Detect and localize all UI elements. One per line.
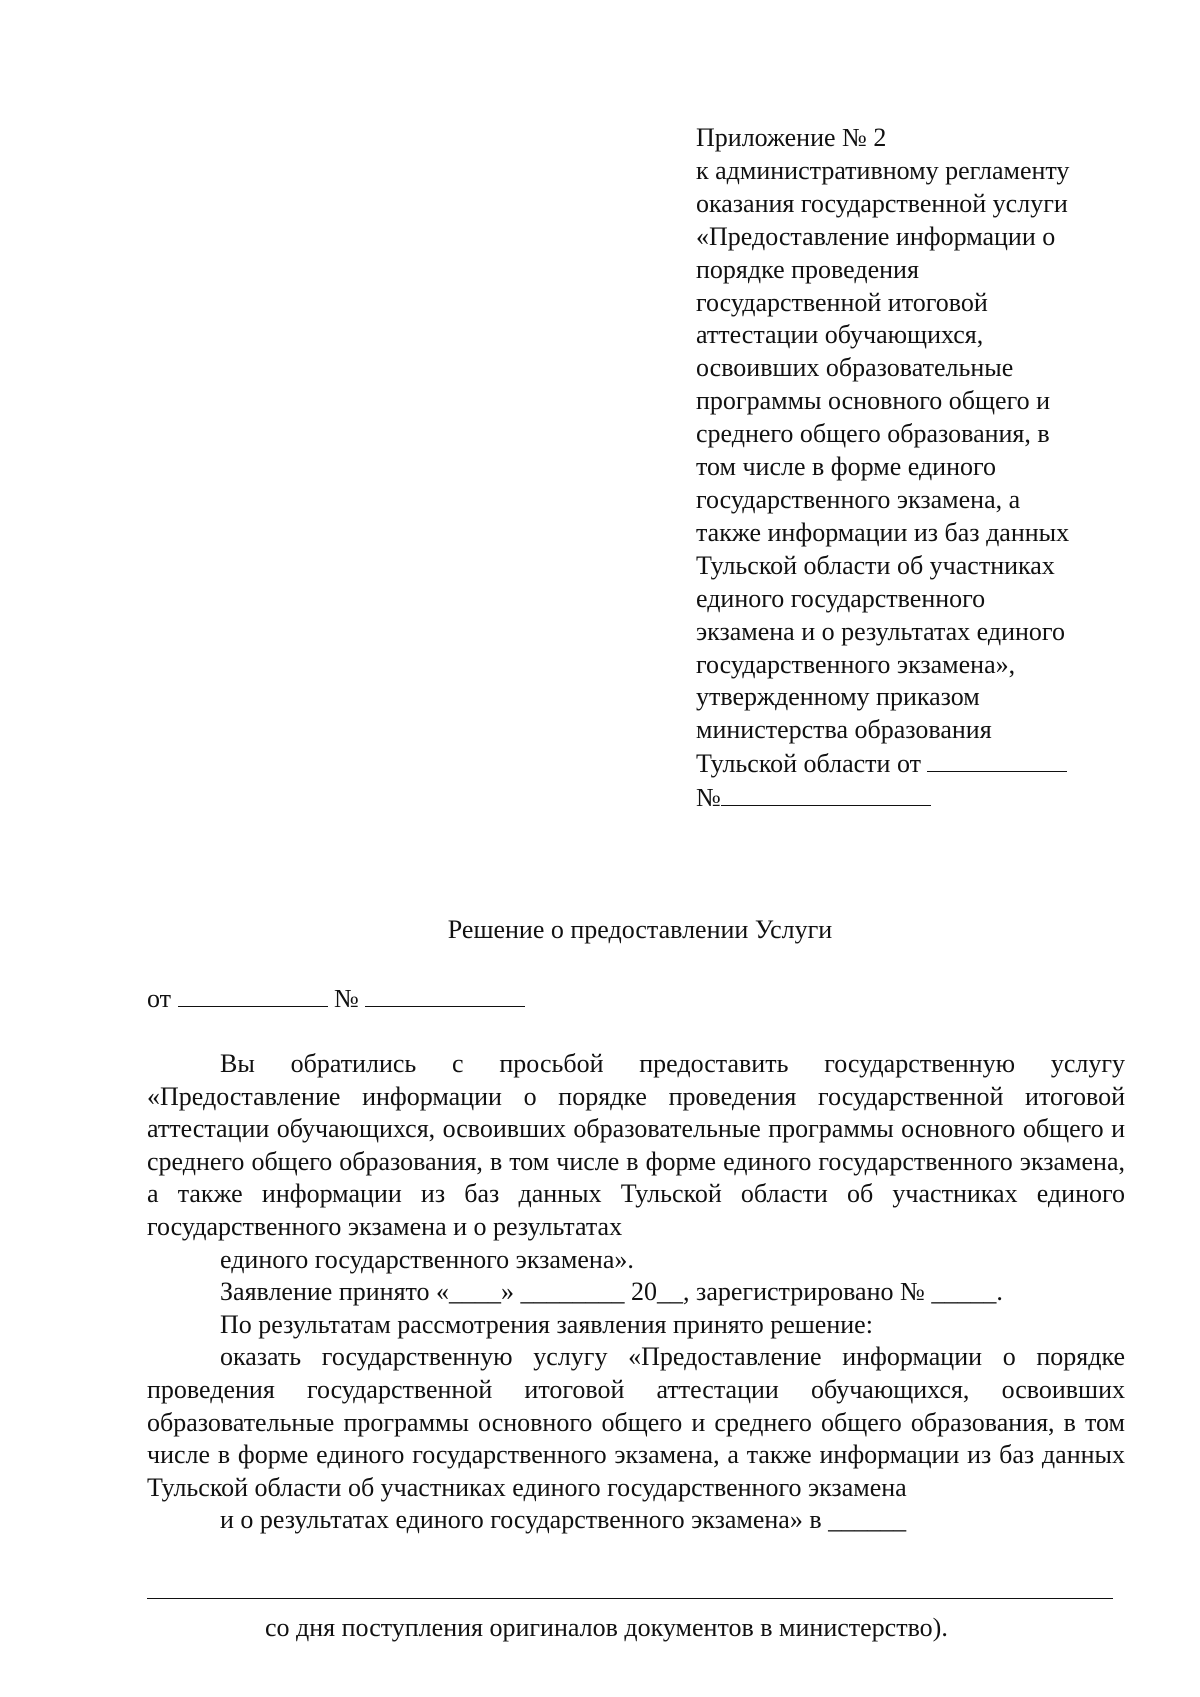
appendix-line: экзамена и о результатах единого (696, 616, 1065, 646)
appendix-line: аттестации обучающихся, (696, 320, 984, 350)
appendix-line: государственной итоговой (696, 287, 988, 317)
appendix-line: к административному регламенту (696, 155, 1070, 185)
order-number-label: № (696, 783, 721, 813)
intro-text-last: единого государственного экзамена». (220, 1244, 634, 1274)
decision-body (147, 1048, 1125, 1537)
order-number-line (696, 781, 1136, 815)
appendix-line: программы основного общего и (696, 386, 1051, 416)
decision-date-label: от (147, 984, 172, 1013)
intro-text: Вы обратились с просьбой предоставить государственную услугу «Предоставление информации о порядке проведения государственной итоговой аттестации обучающихся, освоивших образовательные программы основного общего и среднего общего образования, в том числе в форме единого государственного экзамена, а также информации из баз данных Тульской области об участниках единого государственного экзамена и о результатах (147, 1049, 1125, 1241)
appendix-line: среднего общего образования, в (696, 419, 1050, 449)
appendix-line: оказания государственной услуги (696, 188, 1068, 218)
provide-service-text: оказать государственную услугу «Предоставление информации о порядке проведения государственной итоговой аттестации обучающихся, освоивших образовательные программы основного общего и среднего общего образования, в том числе в форме единого государственного экзамена, а также информации из баз данных Тульской области об участниках единого государственного экзамена (147, 1342, 1125, 1502)
review-result-paragraph: По результатам рассмотрения заявления принято решение: (220, 1309, 873, 1339)
order-date-label: Тульской области от (696, 749, 921, 779)
decision-number-label: № (334, 984, 359, 1013)
order-date-line (696, 747, 1136, 781)
order-number-blank[interactable] (721, 781, 931, 806)
appendix-line: Приложение № 2 (696, 123, 887, 152)
appendix-line: государственного экзамена», (696, 649, 1016, 679)
appendix-header (696, 122, 1136, 815)
appendix-line: утвержденному приказом (696, 682, 980, 712)
intro-paragraph (147, 1048, 1125, 1276)
decision-date-blank[interactable] (178, 982, 328, 1007)
blank-rule-line[interactable] (147, 1598, 1113, 1599)
provide-service-text-last: и о результатах единого государственного экзамена» в ______ (220, 1505, 907, 1535)
appendix-line: также информации из баз данных (696, 517, 1070, 547)
appendix-line: государственного экзамена, а (696, 484, 1021, 514)
footer-note: со дня поступления оригиналов документов в министерство). (265, 1613, 948, 1642)
appendix-line: министерства образования (696, 715, 992, 745)
provide-service-paragraph (147, 1341, 1125, 1537)
application-accepted-paragraph: Заявление принято «____» ________ 20__, зарегистрировано № _____. (220, 1277, 1003, 1307)
appendix-line: порядке проведения (696, 254, 919, 284)
appendix-line: «Предоставление информации о (696, 221, 1056, 251)
appendix-line: освоивших образовательные (696, 353, 1014, 383)
appendix-line: Тульской области об участниках (696, 550, 1055, 580)
decision-date-number-line (147, 982, 525, 1015)
order-date-blank[interactable] (927, 747, 1067, 772)
appendix-line: том числе в форме единого (696, 452, 997, 482)
decision-number-blank[interactable] (365, 982, 525, 1007)
decision-title: Решение о предоставлении Услуги (447, 915, 833, 944)
appendix-line: единого государственного (696, 583, 986, 613)
